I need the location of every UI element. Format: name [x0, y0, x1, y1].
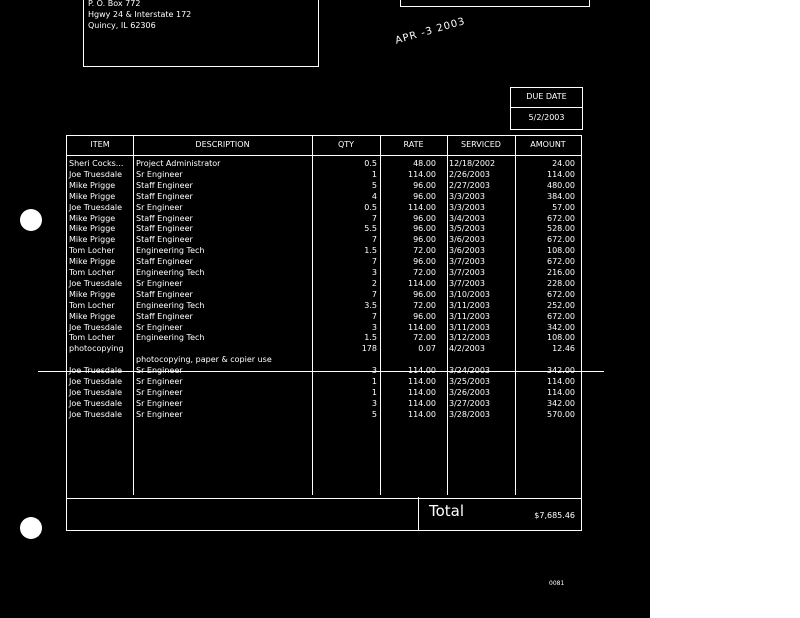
qty-cell: 3 — [371, 398, 377, 408]
serviced-cell: 3/7/2003 — [449, 268, 485, 277]
description-cell: Staff Engineer — [136, 311, 193, 321]
serviced-cell: 3/4/2003 — [449, 213, 485, 223]
total-label: Total — [429, 502, 465, 520]
due-date-label: DUE DATE — [526, 92, 567, 101]
description-cell: Sr Engineer — [136, 278, 183, 288]
amount-cell: 384.00 — [547, 191, 575, 201]
serviced-cell: 3/28/2003 — [449, 409, 491, 419]
amount-cell: 228.00 — [547, 278, 575, 288]
column-divider — [380, 136, 381, 495]
serviced-cell: 3/11/2003 — [449, 322, 491, 332]
serviced-cell: 2/26/2003 — [449, 169, 491, 179]
page-code: 0081 — [549, 580, 565, 587]
rate-cell: 96.00 — [413, 289, 436, 299]
total-value: $7,685.46 — [534, 511, 575, 520]
rate-cell: 96.00 — [413, 213, 436, 223]
amount-cell: 114.00 — [547, 387, 575, 397]
rate-cell: 114.00 — [408, 398, 436, 408]
serviced-cell: 3/3/2003 — [449, 191, 485, 201]
description-cell: Staff Engineer — [136, 191, 193, 201]
description-cell: Staff Engineer — [136, 180, 193, 190]
item-cell: Joe Truesdale — [69, 278, 123, 288]
rate-cell: 96.00 — [413, 180, 436, 190]
description-cell: Sr Engineer — [136, 322, 183, 332]
serviced-cell: 3/24/2003 — [449, 366, 491, 376]
column-header-serviced: SERVICED — [461, 140, 501, 149]
amount-cell: 672.00 — [547, 257, 575, 267]
serviced-cell: 12/18/2002 — [449, 159, 496, 168]
item-cell: Sheri Cocks... — [69, 159, 124, 168]
item-cell: Mike Prigge — [69, 180, 116, 190]
item-cell: Joe Truesdale — [69, 169, 123, 179]
item-cell: Mike Prigge — [69, 224, 116, 234]
vendor-address-line: Quincy, IL 62306 — [88, 21, 156, 30]
rate-cell: 96.00 — [413, 191, 436, 201]
description-cell: Sr Engineer — [136, 387, 183, 397]
item-cell: Joe Truesdale — [69, 409, 123, 419]
serviced-cell: 3/6/2003 — [449, 246, 485, 256]
rate-cell: 114.00 — [408, 278, 436, 288]
rate-cell: 96.00 — [413, 224, 436, 234]
qty-cell: 7 — [371, 235, 377, 245]
serviced-cell: 3/3/2003 — [449, 202, 485, 212]
rate-cell: 72.00 — [413, 300, 436, 310]
column-header-rate: RATE — [403, 140, 424, 149]
amount-cell: 570.00 — [547, 409, 575, 419]
description-cell: Project Administrator — [136, 159, 221, 168]
description-cell: Sr Engineer — [136, 409, 183, 419]
qty-cell: 7 — [371, 213, 377, 223]
item-cell: Joe Truesdale — [69, 366, 123, 376]
item-cell: Tom Locher — [69, 246, 115, 256]
amount-cell: 252.00 — [547, 300, 575, 310]
rate-cell: 114.00 — [408, 322, 436, 332]
qty-cell: 4 — [371, 191, 377, 201]
serviced-cell: 3/26/2003 — [449, 387, 491, 397]
amount-cell: 342.00 — [547, 398, 575, 408]
qty-cell: 5 — [371, 180, 377, 190]
item-cell: Mike Prigge — [69, 311, 116, 321]
description-cell: Sr Engineer — [136, 202, 183, 212]
amount-cell: 216.00 — [547, 268, 575, 277]
serviced-cell: 3/5/2003 — [449, 224, 485, 234]
amount-cell: 114.00 — [547, 169, 575, 179]
description-cell: Sr Engineer — [136, 377, 183, 386]
due-date-divider — [511, 107, 582, 108]
qty-cell: 3 — [371, 322, 377, 332]
description-cell: Engineering Tech — [136, 246, 205, 256]
item-cell: Tom Locher — [69, 268, 115, 277]
rate-cell: 114.00 — [408, 409, 436, 419]
qty-cell: 3 — [371, 268, 377, 277]
column-header-item: ITEM — [90, 140, 110, 149]
serviced-cell: 4/2/2003 — [449, 344, 485, 354]
item-cell: Joe Truesdale — [69, 398, 123, 408]
received-date-stamp: APR -3 2003 — [394, 15, 467, 47]
amount-cell: 12.46 — [552, 344, 575, 354]
rate-cell: 114.00 — [408, 202, 436, 212]
description-cell: Sr Engineer — [136, 169, 183, 179]
amount-cell: 672.00 — [547, 289, 575, 299]
qty-cell: 1.5 — [364, 333, 377, 343]
amount-cell: 114.00 — [547, 377, 575, 386]
rate-cell: 96.00 — [413, 257, 436, 267]
punch-hole — [20, 209, 42, 231]
qty-cell: 3.5 — [364, 300, 377, 310]
header-rule — [67, 155, 581, 156]
serviced-cell: 3/11/2003 — [449, 311, 491, 321]
serviced-cell: 3/6/2003 — [449, 235, 485, 245]
description-cell: Staff Engineer — [136, 257, 193, 267]
amount-cell: 672.00 — [547, 311, 575, 321]
vendor-address — [88, 0, 191, 31]
description-cell: photocopying, paper & copier use — [136, 355, 272, 365]
qty-cell: 1 — [371, 169, 377, 179]
qty-cell: 3 — [371, 366, 377, 376]
serviced-cell: 3/11/2003 — [449, 300, 491, 310]
description-cell: Staff Engineer — [136, 224, 193, 234]
qty-cell: 1.5 — [364, 246, 377, 256]
item-cell: Joe Truesdale — [69, 387, 123, 397]
description-cell: Sr Engineer — [136, 366, 183, 376]
qty-cell: 7 — [371, 257, 377, 267]
vendor-address-line: Hgwy 24 & Interstate 172 — [88, 10, 192, 19]
qty-cell: 0.5 — [364, 159, 377, 168]
description-cell: Staff Engineer — [136, 213, 193, 223]
due-date-value: 5/2/2003 — [528, 113, 565, 122]
serviced-cell: 3/27/2003 — [449, 398, 491, 408]
scan-artifact-line — [38, 371, 604, 372]
description-cell: Engineering Tech — [136, 300, 205, 310]
description-cell: Engineering Tech — [136, 333, 205, 343]
amount-cell: 342.00 — [547, 322, 575, 332]
column-header-qty: QTY — [337, 140, 355, 149]
description-cell: Sr Engineer — [136, 398, 183, 408]
qty-cell: 7 — [371, 311, 377, 321]
item-cell: Joe Truesdale — [69, 202, 123, 212]
description-cell: Staff Engineer — [136, 289, 193, 299]
qty-cell: 1 — [371, 377, 377, 386]
total-rule — [67, 498, 581, 499]
item-cell: Mike Prigge — [69, 213, 116, 223]
rate-cell: 0.07 — [418, 344, 436, 354]
description-cell: Engineering Tech — [136, 268, 205, 277]
rate-cell: 114.00 — [408, 387, 436, 397]
total-divider — [418, 497, 419, 530]
serviced-cell: 3/10/2003 — [449, 289, 491, 299]
rate-cell: 96.00 — [413, 235, 436, 245]
rate-cell: 114.00 — [408, 377, 436, 386]
amount-cell: 24.00 — [552, 159, 575, 168]
item-cell: Joe Truesdale — [69, 322, 123, 332]
item-cell: Mike Prigge — [69, 235, 116, 245]
invoice-number-box — [400, 0, 590, 7]
qty-cell: 178 — [361, 344, 377, 354]
amount-cell: 108.00 — [547, 333, 575, 343]
rate-cell: 72.00 — [413, 268, 436, 277]
column-header-amount: AMOUNT — [530, 140, 566, 149]
qty-cell: 5.5 — [364, 224, 377, 234]
serviced-cell: 3/7/2003 — [449, 257, 485, 267]
serviced-cell: 3/12/2003 — [449, 333, 491, 343]
rate-cell: 114.00 — [408, 169, 436, 179]
serviced-cell: 2/27/2003 — [449, 180, 491, 190]
amount-cell: 57.00 — [552, 202, 575, 212]
column-divider — [447, 136, 448, 495]
item-cell: photocopying — [69, 344, 124, 354]
qty-cell: 0.5 — [364, 202, 377, 212]
rate-cell: 72.00 — [413, 333, 436, 343]
rate-cell: 96.00 — [413, 311, 436, 321]
rate-cell: 114.00 — [408, 366, 436, 376]
item-cell: Tom Locher — [69, 300, 115, 310]
item-cell: Tom Locher — [69, 333, 115, 343]
column-divider — [312, 136, 313, 495]
description-cell: Staff Engineer — [136, 235, 193, 245]
invoice-table — [66, 135, 582, 531]
punch-hole — [20, 517, 42, 539]
vendor-address-line: P. O. Box 772 — [88, 0, 141, 8]
amount-cell: 672.00 — [547, 213, 575, 223]
item-cell: Mike Prigge — [69, 257, 116, 267]
item-cell: Mike Prigge — [69, 191, 116, 201]
qty-cell: 5 — [371, 409, 377, 419]
item-cell: Joe Truesdale — [69, 377, 123, 386]
rate-cell: 72.00 — [413, 246, 436, 256]
amount-cell: 672.00 — [547, 235, 575, 245]
qty-cell: 1 — [371, 387, 377, 397]
qty-cell: 2 — [371, 278, 377, 288]
column-divider — [133, 136, 134, 495]
item-cell: Mike Prigge — [69, 289, 116, 299]
serviced-cell: 3/25/2003 — [449, 377, 491, 386]
rate-cell: 48.00 — [413, 159, 436, 168]
amount-cell: 108.00 — [547, 246, 575, 256]
amount-cell: 480.00 — [547, 180, 575, 190]
column-header-description: DESCRIPTION — [195, 140, 250, 149]
serviced-cell: 3/7/2003 — [449, 278, 485, 288]
amount-cell: 342.00 — [547, 366, 575, 376]
column-divider — [515, 136, 516, 495]
amount-cell: 528.00 — [547, 224, 575, 234]
due-date-box — [510, 87, 583, 130]
qty-cell: 7 — [371, 289, 377, 299]
